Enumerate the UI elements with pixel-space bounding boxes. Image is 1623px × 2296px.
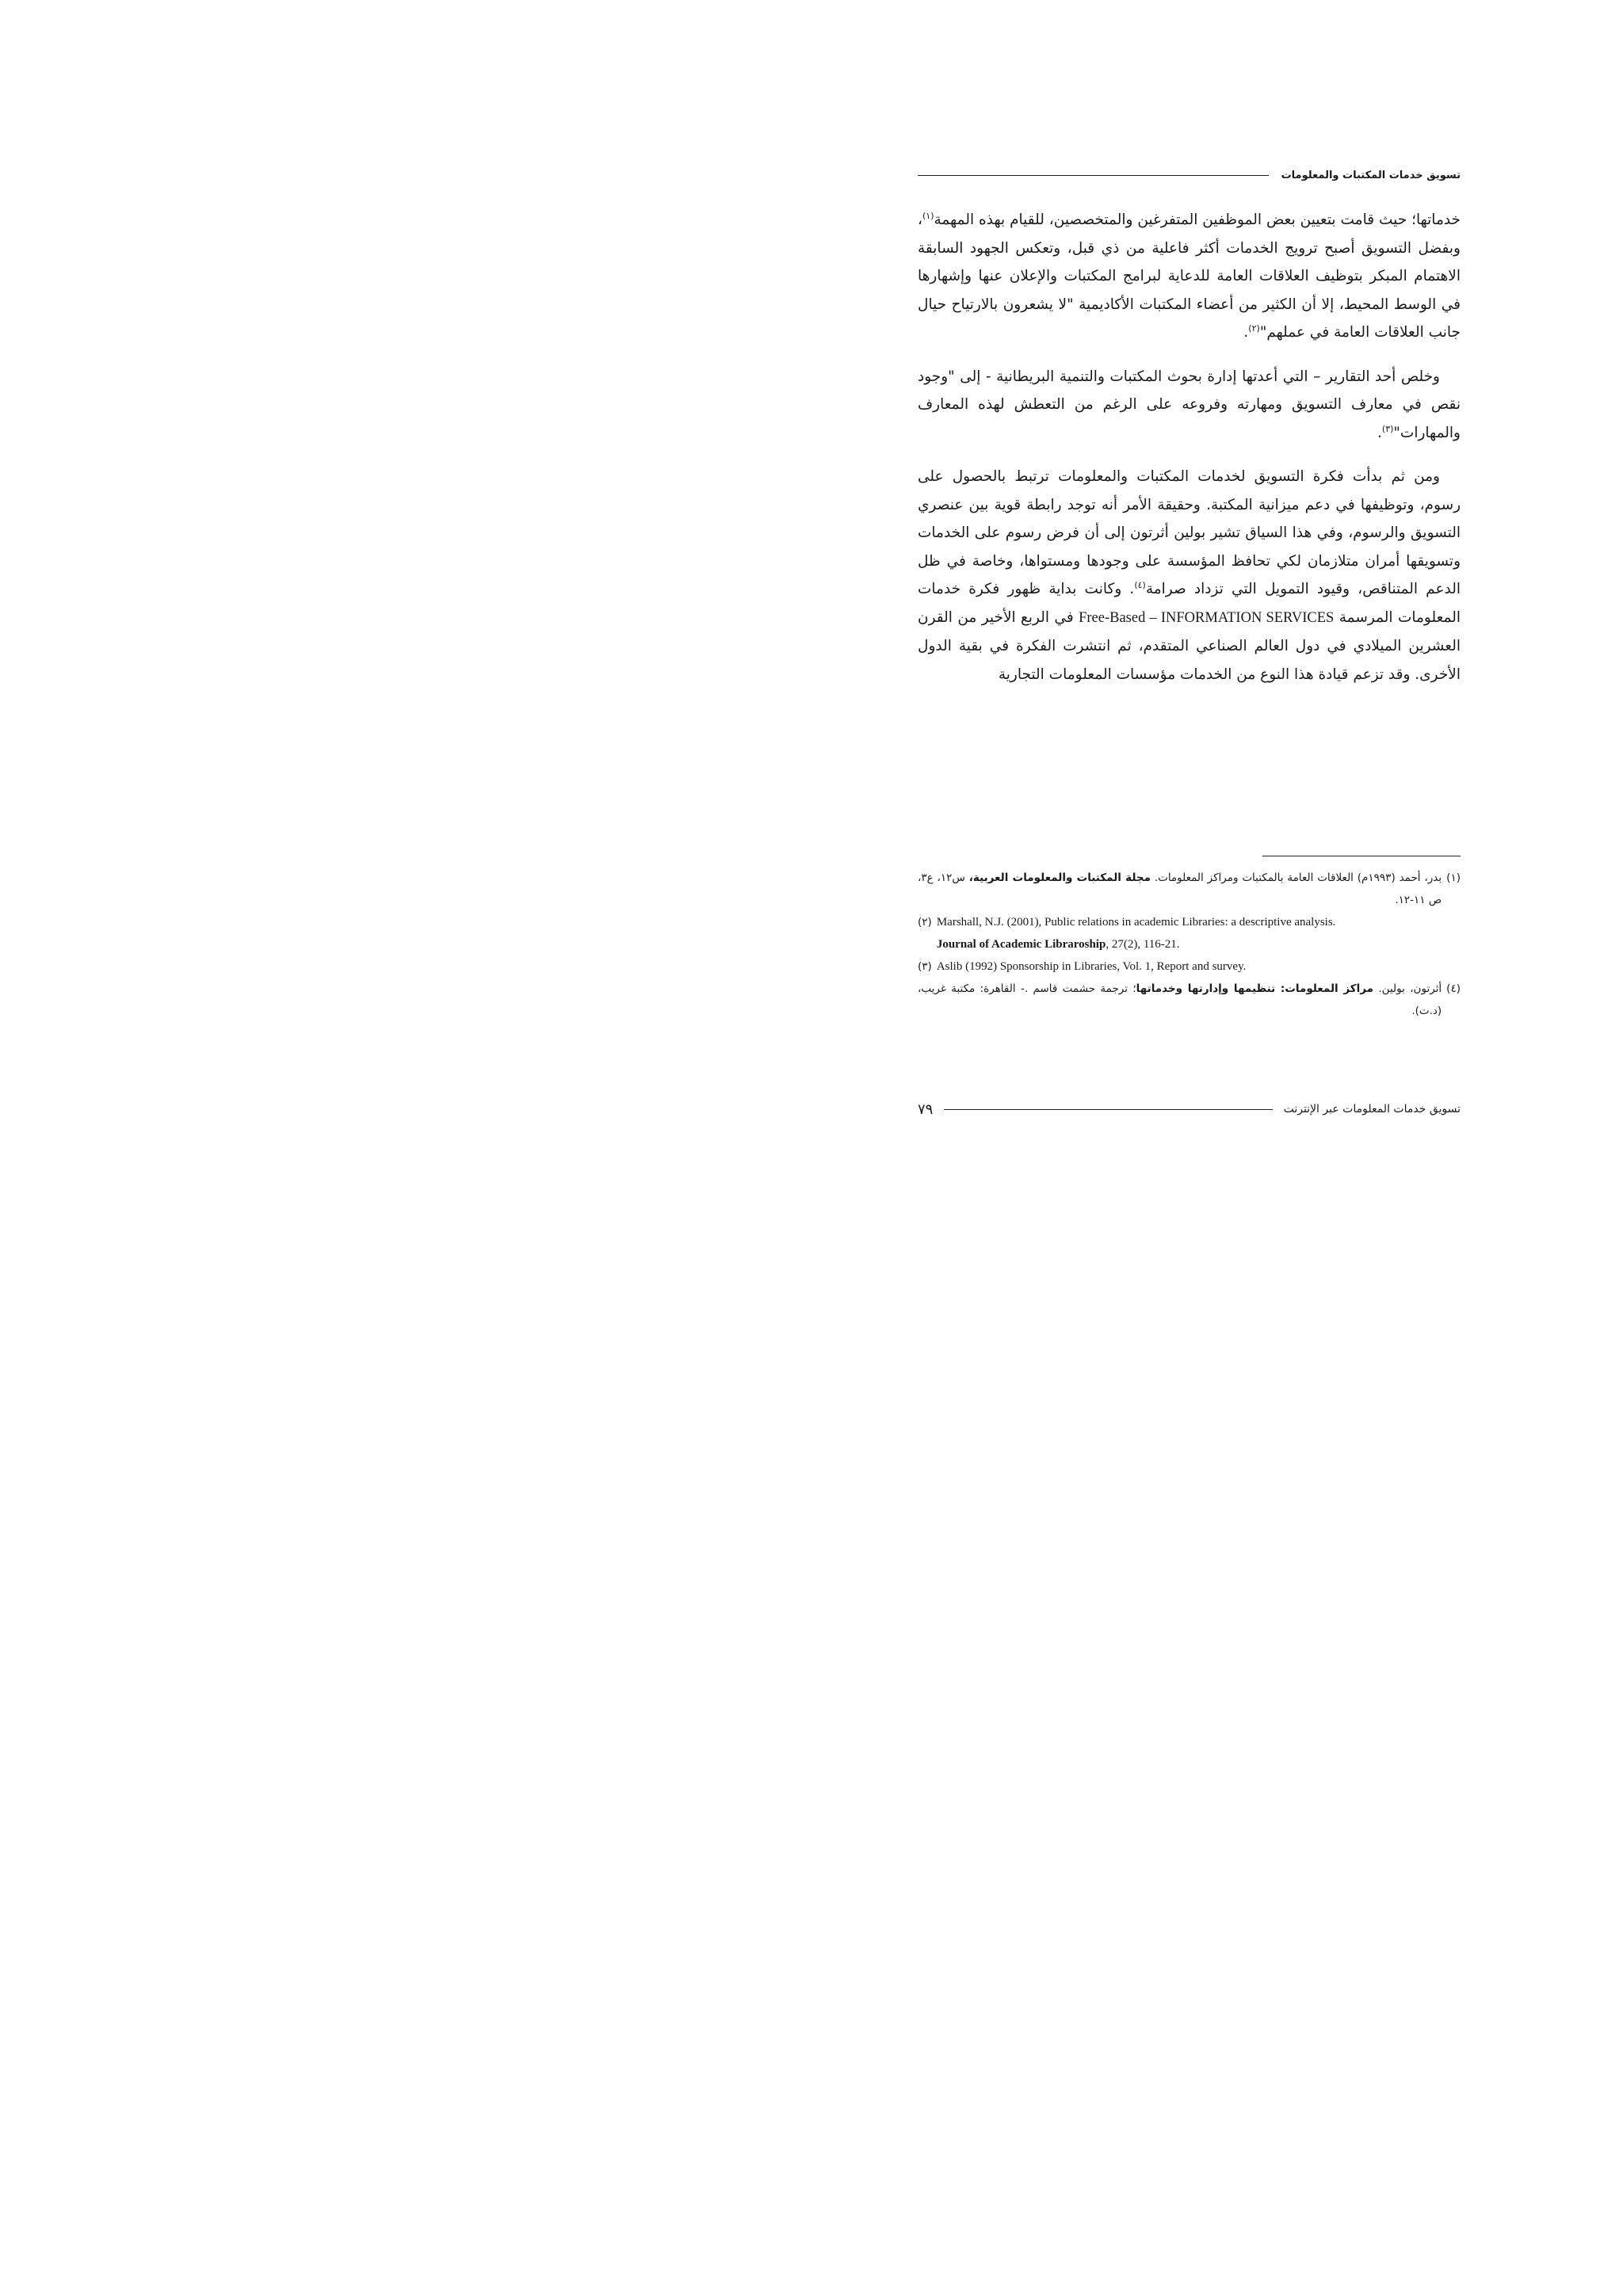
footer-rule (944, 1109, 1272, 1110)
footer-book-title: تسويق خدمات المعلومات عبر الإنترنت (1283, 1103, 1461, 1116)
paragraph-3: ومن ثم بدأت فكرة التسويق لخدمات المكتبات والمعلومات ترتبط بالحصول على رسوم، وتوظيفها في دعم ميزانية المكتبة. وحقيقة الأمر أنه توجد رابطة قوية بين عنصري التسويق والرسوم، وفي هذا السياق تشير بولين أثرتون إلى أن فرض رسوم على الخدمات وتسويقها أمران متلازمان لكي تحافظ المؤسسة على وجودها ومستواها، وخاصة في ظل الدعم المتناقص، وقيود التمويل التي تزداد صرامة$^{(٤)}$. وكانت بداية ظهور فكرة خدمات المعلومات المرسمة Free-Based – INFORMATION SERVICES في الربع الأخير من القرن العشرين الميلادي في دول العالم الصناعي المتقدم، ثم انتشرت الفكرة في بقية الدول الأخرى. وقد تزعم قيادة هذا النوع من الخدمات مؤسسات المعلومات التجارية (918, 468, 1461, 683)
footnote-ref-2: (٢) (1248, 322, 1260, 334)
page-number: ٧٩ (918, 1100, 934, 1118)
latin-term: Free-Based – INFORMATION SERVICES (1079, 609, 1335, 626)
footnotes (918, 867, 1461, 1022)
running-footer (918, 1099, 1461, 1119)
header-rule (918, 175, 1269, 176)
footnote-ref-3: (٣) (1381, 423, 1394, 434)
running-header (918, 166, 1461, 184)
footnote-2: (٢) Marshall, N.J. (2001), Public relations in academic Libraries: a descriptive analysis. Journal of Academic Libraroship, 27(2), 116-21. (918, 916, 1336, 951)
footnote-4: (٤) أثرتون، بولين. مراكز المعلومات: تنظيمها وإدارتها وخدماتها؛ ترجمة حشمت قاسم .- القاهرة: مكتبة غريب، (د.ت). (918, 982, 1461, 1017)
body-text (918, 206, 1461, 704)
paragraph-2: وخلص أحد التقارير – التي أعدتها إدارة بحوث المكتبات والتنمية البريطانية - إلى "وجود نقص في معارف التسويق ومهارته وفروعه على الرغم من التعطش لهذه المعارف والمهارات"$^{(٣)}$. (918, 368, 1461, 441)
book-page (751, 0, 1623, 1234)
footnote-3: (٣) Aslib (1992) Sponsorship in Libraries, Vol. 1, Report and survey. (918, 960, 1247, 973)
footnote-1: (١) بدر، أحمد (١٩٩٣م) العلاقات العامة بالمكتبات ومراكز المعلومات. مجلة المكتبات والمعلومات العربية، س١٢، ع٣، ص ١١-١٢. (918, 871, 1461, 906)
footnote-ref-1: (١) (922, 210, 934, 221)
paragraph-1: خدماتها؛ حيث قامت بتعيين بعض الموظفين المتفرغين والمتخصصين، للقيام بهذه المهمة$^{(١)}$، وبفضل التسويق أصبح ترويج الخدمات أكثر فاعلية من ذي قبل، وتعكس الجهود السابقة الاهتمام المبكر بتوظيف العلاقات العامة للدعاية لبرامج المكتبات والإعلان عنها وإشهارها في الوسط المحيط، إلا أن الكثير من أعضاء المكتبات الأكاديمية "لا يشعرون بالارتياح حيال جانب العلاقات العامة في عملهم"$^{(٢)}$. (918, 210, 1461, 341)
footnote-ref-4: (٤) (1134, 579, 1146, 590)
header-title: تسويق خدمات المكتبات والمعلومات (1281, 169, 1461, 181)
